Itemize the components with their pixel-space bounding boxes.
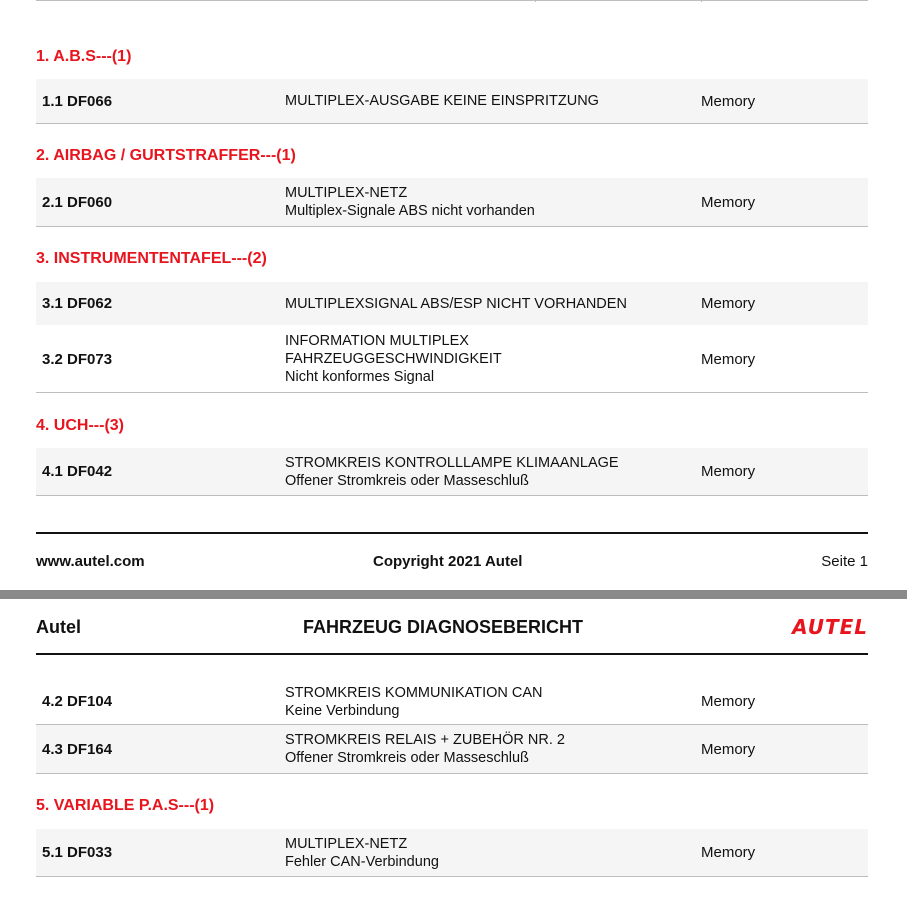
dtc-description-line: Keine Verbindung <box>285 702 400 719</box>
dtc-code: 2.1 DF060 <box>42 193 113 211</box>
section-title-airbag: 2. AIRBAG / GURTSTRAFFER---(1) <box>36 147 296 164</box>
dtc-row <box>36 178 868 227</box>
dtc-description <box>285 454 701 490</box>
dtc-row <box>36 725 868 774</box>
dtc-status: Memory <box>701 844 756 861</box>
dtc-code: 5.1 DF033 <box>42 844 113 861</box>
dtc-row <box>36 448 868 496</box>
dtc-description-line: Multiplex-Signale ABS nicht vorhanden <box>285 203 535 219</box>
page-separator <box>0 590 907 599</box>
dtc-description-line: Fehler CAN-Verbindung <box>285 853 439 870</box>
footer-page-number: Seite 1 <box>821 553 868 570</box>
dtc-description <box>285 684 701 720</box>
dtc-status: Memory <box>701 693 756 710</box>
dtc-row <box>36 282 868 325</box>
dtc-description <box>285 332 701 386</box>
dtc-code: 3.2 DF073 <box>42 350 113 368</box>
dtc-description <box>285 295 701 313</box>
header-brand: Autel <box>36 617 81 637</box>
dtc-row <box>36 829 868 877</box>
dtc-status: Memory <box>701 740 756 758</box>
dtc-description-line: Nicht konformes Signal <box>285 369 435 385</box>
dtc-description-line: STROMKREIS KONTROLLLAMPE KLIMAANLAGE <box>285 454 619 471</box>
dtc-description-line: FAHRZEUGGESCHWINDIGKEIT <box>285 351 502 367</box>
dtc-description-line: INFORMATION MULTIPLEX <box>285 333 469 349</box>
autel-logo: AUTEL <box>792 615 868 639</box>
footer-rule <box>36 532 868 534</box>
footer-website: www.autel.com <box>36 553 145 570</box>
dtc-status: Memory <box>701 463 756 480</box>
top-table-divider <box>535 0 536 2</box>
dtc-row <box>36 326 868 393</box>
dtc-description <box>285 92 701 110</box>
dtc-status: Memory <box>701 193 756 211</box>
section-title-uch: 4. UCH---(3) <box>36 417 124 434</box>
dtc-description-line: MULTIPLEX-AUSGABE KEINE EINSPRITZUNG <box>285 93 599 109</box>
dtc-description-line: Offener Stromkreis oder Masseschluß <box>285 472 529 489</box>
dtc-code: 4.2 DF104 <box>42 693 113 710</box>
dtc-status: Memory <box>701 350 756 368</box>
dtc-description <box>285 184 701 220</box>
dtc-description-line: STROMKREIS RELAIS + ZUBEHÖR NR. 2 <box>285 732 565 748</box>
dtc-code: 4.1 DF042 <box>42 463 113 480</box>
dtc-description-line: MULTIPLEX-NETZ <box>285 185 408 201</box>
section-title-instrumententafel: 3. INSTRUMENTENTAFEL---(2) <box>36 250 267 267</box>
dtc-description-line: Offener Stromkreis oder Masseschluß <box>285 750 529 766</box>
top-table-border <box>36 0 868 1</box>
dtc-code: 3.1 DF062 <box>42 295 113 312</box>
dtc-status: Memory <box>701 92 756 110</box>
dtc-code: 4.3 DF164 <box>42 740 113 758</box>
section-title-variable-pas: 5. VARIABLE P.A.S---(1) <box>36 797 215 814</box>
dtc-status: Memory <box>701 295 756 312</box>
dtc-description-line: STROMKREIS KOMMUNIKATION CAN <box>285 684 543 701</box>
dtc-row <box>36 679 868 725</box>
dtc-description <box>285 835 701 871</box>
header-rule <box>36 653 868 655</box>
top-table-divider <box>701 0 702 2</box>
dtc-code: 1.1 DF066 <box>42 92 113 110</box>
section-title-abs: 1. A.B.S---(1) <box>36 48 132 65</box>
dtc-description-line: MULTIPLEXSIGNAL ABS/ESP NICHT VORHANDEN <box>285 295 627 312</box>
footer-copyright: Copyright 2021 Autel <box>373 553 523 570</box>
report-title: FAHRZEUG DIAGNOSEBERICHT <box>303 617 584 637</box>
dtc-description-line: MULTIPLEX-NETZ <box>285 835 408 852</box>
dtc-description <box>285 731 701 767</box>
dtc-row <box>36 79 868 124</box>
